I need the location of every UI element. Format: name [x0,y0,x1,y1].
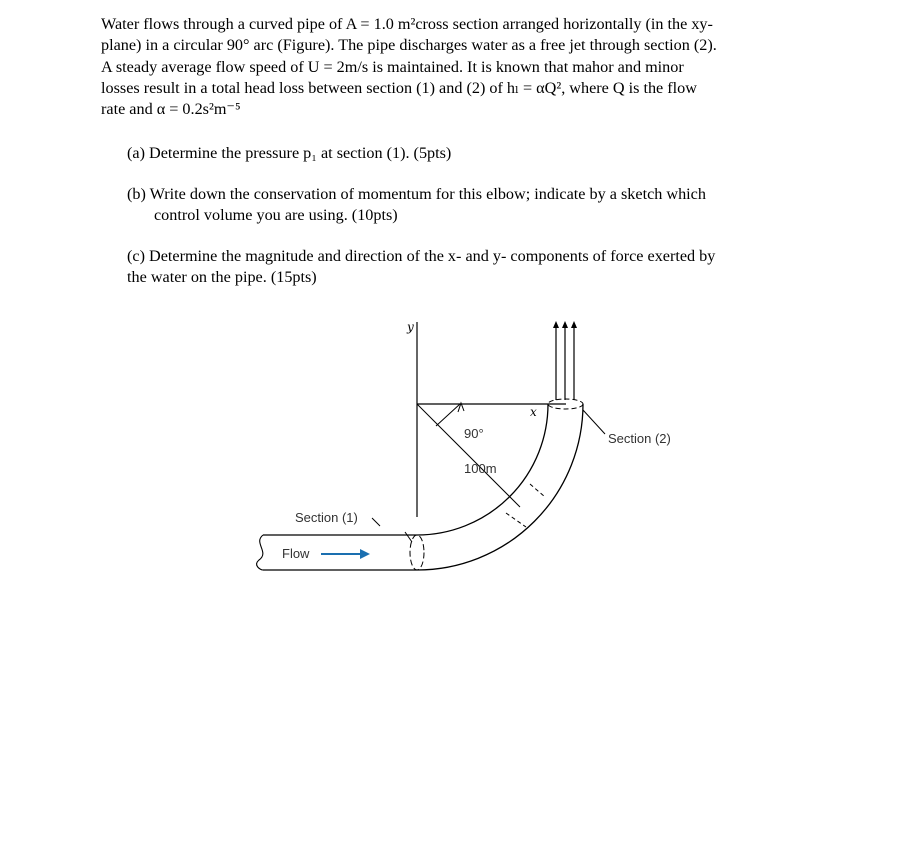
section-2-leader [583,410,605,434]
radius-label: 100m [464,461,497,476]
question-c-line-2: the water on the pipe. (15pts) [127,268,317,287]
problem-line-4: losses result in a total head loss between section (1) and (2) of hₗ = αQ², where Q is the flow [101,78,697,97]
angle-label: 90° [464,426,484,441]
arc-tick [506,513,526,527]
problem-line-5: rate and α = 0.2s²m⁻⁵ [101,100,241,119]
arc-tick [530,484,545,497]
angle-arc-line [436,404,460,426]
section-2-label: Section (2) [608,431,671,446]
question-b-line-2: control volume you are using. (10pts) [154,206,398,225]
question-a-text: (a) Determine the pressure p₁ at section (1). (5pts) [127,144,452,162]
section-1-label: Section (1) [295,510,358,525]
question-b-line-1: (b) Write down the conservation of momentum for this elbow; indicate by a sketch which [127,185,706,203]
jet-arrow-head [571,321,577,328]
problem-line-1: Water flows through a curved pipe of A = 1.0 m²cross section arranged horizontally (in the xy- [101,15,713,33]
question-c-line-1: (c) Determine the magnitude and direction of the x- and y- components of force exerted by [127,247,716,265]
radius-line [417,404,520,507]
y-axis-label: y [407,320,414,334]
section-1-marker [405,532,412,542]
flow-label: Flow [282,546,310,561]
jet-arrow-head [562,321,568,328]
jet-arrow-head [553,321,559,328]
problem-line-2: plane) in a circular 90° arc (Figure). The pipe discharges water as a free jet through section (2). [101,36,717,55]
flow-arrow-icon [360,549,370,559]
problem-line-3: A steady average flow speed of U = 2m/s is maintained. It is known that mahor and minor [101,57,684,76]
section-1-leader [372,518,380,526]
section-1-cross-section [410,535,424,570]
pipe-break-mark [257,535,263,570]
x-axis-label: x [530,405,537,419]
